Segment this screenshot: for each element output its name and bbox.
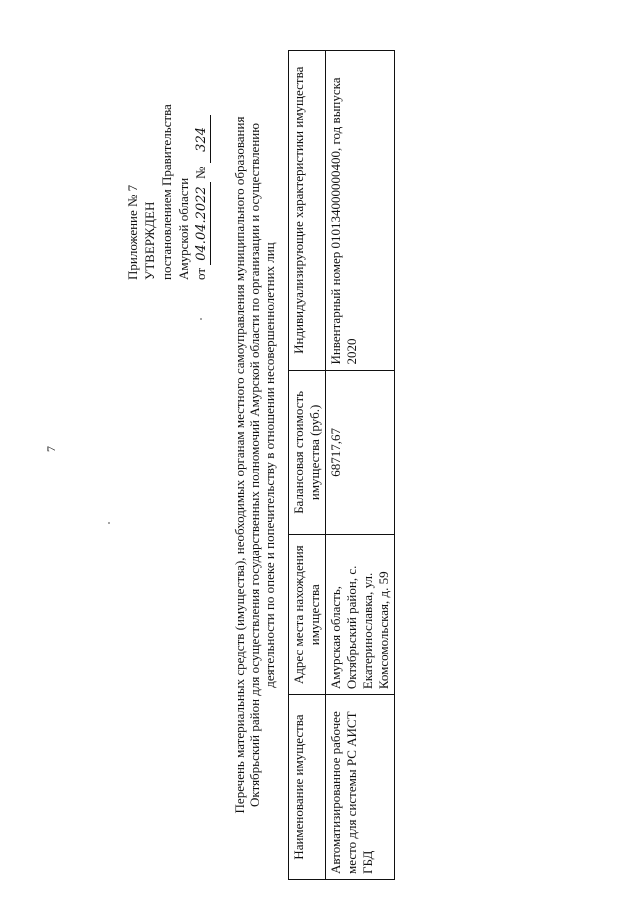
cell-value: 68717,67 <box>326 370 395 535</box>
cell-name: Автоматизированное рабочее место для системы РС АИСТ ГБД <box>326 695 395 880</box>
date-prefix: от <box>193 267 208 280</box>
header-value: Балансовая стоимость имущества (руб.) <box>289 370 326 535</box>
property-table <box>288 50 395 880</box>
title-line-3: деятельности по опеке и попечительству в отношении несовершеннолетних лиц <box>262 242 277 688</box>
decree-line-2: Амурской области <box>176 177 191 280</box>
header-address: Адрес места нахождения имущества <box>289 535 326 695</box>
handwritten-number: 324 <box>193 115 211 163</box>
decree-date-line <box>192 40 211 280</box>
table-row <box>326 51 395 880</box>
rotated-document <box>125 50 412 880</box>
scan-speck <box>108 522 110 524</box>
scan-speck <box>200 318 202 320</box>
cell-characteristics: Инвентарный номер 010134000000400, год выпуска 2020 <box>326 51 395 371</box>
approved-label: УТВЕРЖДЕН <box>142 201 157 280</box>
decree-line-1: постановлением Правительства <box>159 104 174 280</box>
number-sign: № <box>193 166 208 180</box>
document-title <box>232 50 277 880</box>
table-header-row <box>289 51 326 880</box>
title-line-1: Перечень материальных средств (имущества), необходимых органам местного самоуправления муниципального образования <box>232 116 247 814</box>
handwritten-date: 04.04.2022 <box>193 182 211 264</box>
header-characteristics: Индивидуализирующие характеристики имущества <box>289 51 326 371</box>
header-name: Наименование имущества <box>289 695 326 880</box>
page-number: 7 <box>44 446 58 452</box>
approval-stamp-block <box>124 40 211 280</box>
title-line-2: Октябрьский район для осуществления государственных полномочий Амурской области по организации и осуществлению <box>247 123 262 807</box>
appendix-label: Приложение № 7 <box>125 184 140 280</box>
cell-address: Амурская область, Октябрьский район, с. Екатеринославка, ул. Комсомольская, д. 59 <box>326 535 395 695</box>
